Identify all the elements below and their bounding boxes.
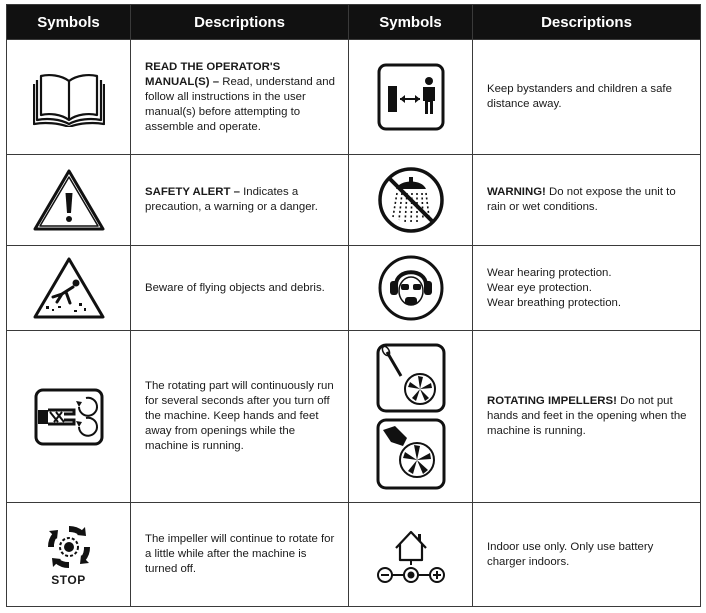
rotating-part-icon bbox=[34, 388, 104, 446]
symbol-cell bbox=[7, 246, 131, 331]
description-bold: SAFETY ALERT – bbox=[145, 186, 240, 198]
description-line: Wear eye protection. bbox=[487, 281, 592, 294]
description-cell bbox=[131, 40, 349, 155]
stop-label: STOP bbox=[51, 572, 86, 587]
safety-alert-icon bbox=[32, 168, 106, 232]
rotating-impeller-icons bbox=[375, 342, 447, 492]
description-cell bbox=[131, 503, 349, 607]
symbol-cell bbox=[349, 155, 473, 246]
flying-objects-icon bbox=[32, 256, 106, 320]
description-cell bbox=[473, 40, 701, 155]
table-row bbox=[7, 503, 701, 607]
description-text: Do not put hands and feet in the opening when the machine is running. bbox=[487, 395, 687, 437]
description-cell bbox=[131, 246, 349, 331]
no-rain-icon bbox=[376, 165, 446, 235]
ppe-icon bbox=[376, 253, 446, 323]
description-text: The rotating part will continuously run for several seconds after you turn off the machine. Keep hands and feet away from openings while the machine is running. bbox=[145, 380, 334, 452]
description-cell bbox=[473, 331, 701, 503]
description-text: Keep bystanders and children a safe distance away. bbox=[487, 83, 672, 110]
table-row bbox=[7, 40, 701, 155]
bystander-distance-icon bbox=[376, 62, 446, 132]
indoor-charger-icon bbox=[374, 524, 448, 586]
description-bold: ROTATING IMPELLERS! bbox=[487, 395, 617, 407]
description-line: Wear hearing protection. bbox=[487, 266, 612, 279]
description-cell bbox=[131, 331, 349, 503]
description-text: The impeller will continue to rotate for a little while after the machine is turned off. bbox=[145, 533, 335, 575]
description-text: Read, understand and follow all instructions in the user manual(s) before attempting to assemble and operate. bbox=[145, 75, 335, 133]
description-cell bbox=[473, 246, 701, 331]
symbol-cell bbox=[7, 331, 131, 503]
description-line: Wear breathing protection. bbox=[487, 296, 622, 309]
table-row bbox=[7, 155, 701, 246]
description-cell bbox=[131, 155, 349, 246]
symbol-cell bbox=[349, 503, 473, 607]
header-symbols-right: Symbols bbox=[349, 5, 473, 40]
description-text: Beware of flying objects and debris. bbox=[145, 281, 325, 294]
description-cell bbox=[473, 155, 701, 246]
header-descriptions-left: Descriptions bbox=[131, 5, 349, 40]
header-row bbox=[7, 5, 701, 40]
operator-manual-icon bbox=[33, 67, 105, 127]
description-cell bbox=[473, 503, 701, 607]
header-descriptions-right: Descriptions bbox=[473, 5, 701, 40]
description-bold: READ THE OPERATOR'S MANUAL(S) – bbox=[145, 60, 281, 88]
description-text: Indoor use only. Only use battery charger indoors. bbox=[487, 540, 654, 568]
symbol-cell bbox=[349, 331, 473, 503]
symbol-cell bbox=[7, 40, 131, 155]
description-text: Do not expose the unit to rain or wet conditions. bbox=[487, 186, 676, 213]
symbol-cell bbox=[349, 246, 473, 331]
impeller-stop-icon bbox=[45, 523, 93, 571]
description-text: Indicates a precaution, a warning or a danger. bbox=[145, 186, 318, 213]
table-row bbox=[7, 331, 701, 503]
description-bold: WARNING! bbox=[487, 186, 546, 198]
symbol-cell bbox=[7, 503, 131, 607]
symbol-cell bbox=[7, 155, 131, 246]
safety-symbols-table bbox=[6, 4, 701, 607]
header-symbols-left: Symbols bbox=[7, 5, 131, 40]
symbol-cell bbox=[349, 40, 473, 155]
table-row bbox=[7, 246, 701, 331]
